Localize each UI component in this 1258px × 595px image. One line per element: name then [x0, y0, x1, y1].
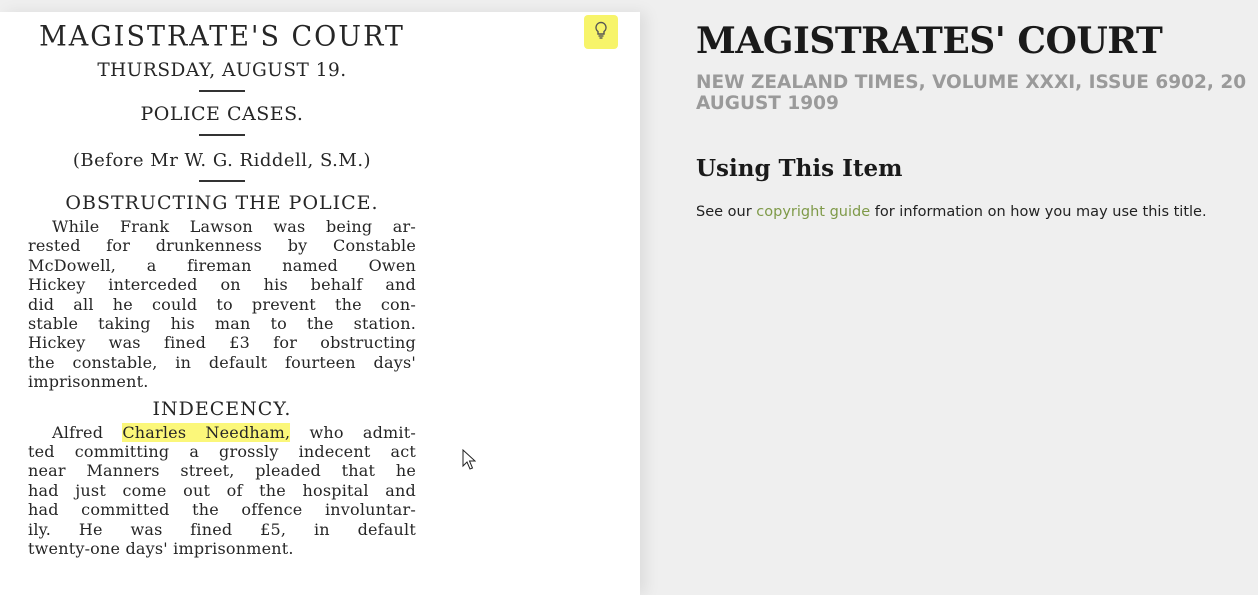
mouse-cursor-icon [462, 449, 476, 476]
text-line: stable taking his man to the station. [28, 314, 416, 334]
text-line: McDowell, a fireman named Owen [28, 255, 416, 275]
divider [199, 90, 245, 92]
text-line: imprisonment. [28, 372, 149, 392]
item-details-panel [696, 0, 1258, 220]
search-highlight: Charles Needham, [122, 422, 291, 442]
usage-text [696, 204, 1258, 220]
clipping-date: THURSDAY, AUGUST 19. [97, 60, 347, 81]
text-line: had just come out of the hospital and [28, 480, 416, 500]
text-line: While Frank Lawson was being ar- [52, 217, 416, 236]
lightbulb-icon [594, 21, 608, 44]
using-this-item-heading: Using This Item [696, 155, 903, 182]
text-line: the constable, in default fourteen days' [28, 352, 416, 372]
publication-info: NEW ZEALAND TIMES, VOLUME XXXI, ISSUE 6902, 20 AUGUST 1909 [696, 72, 1247, 114]
text-fragment: Alfred [52, 422, 123, 442]
text-line: ily. He was fined £5, in default [28, 519, 416, 539]
text-line: did all he could to prevent the con- [28, 294, 416, 314]
usage-text-pre: See our [696, 204, 757, 220]
clipping-heading-obstructing: OBSTRUCTING THE POLICE. [65, 192, 379, 214]
page-title: MAGISTRATES' COURT [696, 20, 1163, 62]
text-line: had committed the offence involuntar- [28, 500, 416, 520]
clipping-masthead: MAGISTRATE'S COURT [39, 20, 405, 53]
text-line: ted committing a grossly indecent act [28, 442, 416, 462]
clipping-section: POLICE CASES. [140, 103, 304, 125]
text-line: Hickey interceded on his behalf and [28, 275, 416, 295]
text-line: rested for drunkenness by Constable [28, 236, 416, 256]
newspaper-clipping [28, 12, 416, 559]
divider [199, 180, 245, 182]
copyright-guide-link[interactable]: copyright guide [756, 204, 871, 220]
text-line: near Manners street, pleaded that he [28, 461, 416, 481]
divider [199, 134, 245, 136]
text-line: Hickey was fined £3 for obstructing [28, 333, 416, 353]
clipping-paragraph-1 [28, 217, 416, 392]
clipping-paragraph-2 [28, 423, 416, 559]
clipping-before: (Before Mr W. G. Riddell, S.M.) [72, 150, 372, 171]
text-line: twenty-one days' imprisonment. [28, 539, 294, 559]
text-fragment: who admit- [290, 422, 416, 442]
text-line [28, 423, 416, 442]
usage-text-post: for information on how you may use this title. [870, 204, 1207, 220]
highlight-toggle-button[interactable] [584, 15, 618, 49]
clipping-heading-indecency: INDECENCY. [152, 397, 292, 420]
scan-viewer[interactable] [0, 12, 640, 595]
